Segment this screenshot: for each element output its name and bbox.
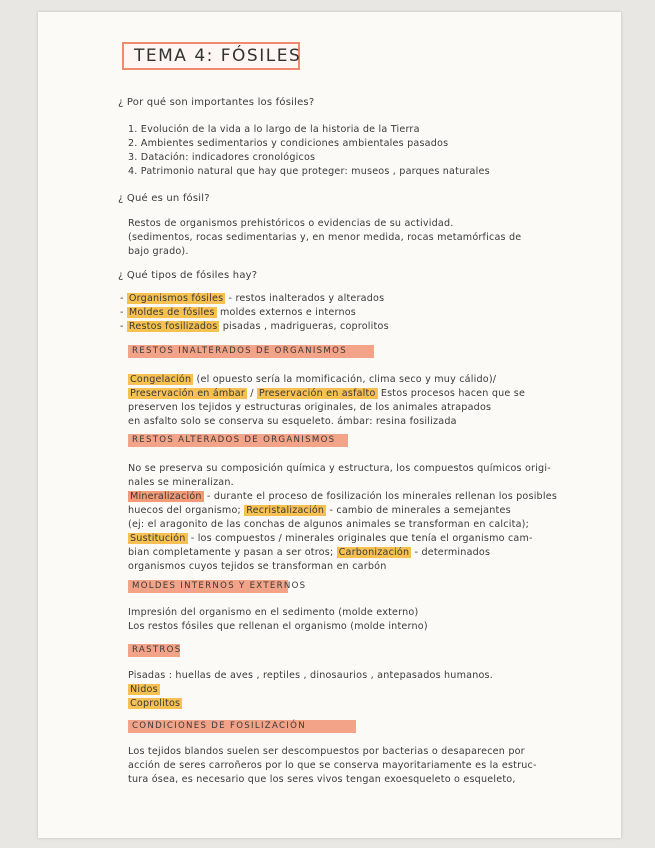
text: - cambio de minerales a semejantes bbox=[326, 505, 511, 516]
text: - durante el proceso de fosilización los minerales rellenan los posibles bbox=[203, 491, 558, 502]
text-line: Los restos fósiles que rellenan el organismo (molde interno) bbox=[128, 621, 428, 632]
text-line bbox=[128, 505, 511, 516]
text-line bbox=[128, 684, 160, 695]
text-line: Los tejidos blandos suelen ser descompuestos por bacterias o desaparecen por bbox=[128, 746, 525, 757]
text: pisadas , madrigueras, coprolitos bbox=[219, 321, 389, 332]
text-line: No se preserva su composición química y estructura, los compuestos químicos origi- bbox=[128, 463, 551, 474]
text-line: organismos cuyos tejidos se transforman en carbón bbox=[128, 561, 387, 572]
text-line: Restos de organismos prehistóricos o evidencias de su actividad. bbox=[128, 218, 454, 229]
text-line: Pisadas : huellas de aves , reptiles , dinosaurios , antepasados humanos. bbox=[128, 670, 494, 681]
highlight: Restos fosilizados bbox=[128, 321, 218, 332]
section-heading: RESTOS INALTERADOS DE ORGANISMOS bbox=[132, 346, 347, 356]
text: - los compuestos / minerales originales que tenía el organismo cam- bbox=[187, 533, 533, 544]
text-line: tura ósea, es necesario que los seres vivos tengan exoesqueleto o esqueleto, bbox=[128, 774, 516, 785]
question-fossil-types: ¿ Qué tipos de fósiles hay? bbox=[118, 270, 258, 281]
highlight: Coprolitos bbox=[130, 698, 181, 709]
text: moldes externos e internos bbox=[216, 307, 357, 318]
text-line: (ej: el aragonito de las conchas de algunos animales se transforman en calcita); bbox=[128, 519, 530, 530]
text: / bbox=[246, 388, 257, 399]
highlight: Preservación en ámbar bbox=[130, 388, 245, 399]
text: - restos inalterados y alterados bbox=[225, 293, 385, 304]
text: bian completamente y pasan a ser otros; bbox=[128, 547, 337, 558]
highlight: Nidos bbox=[130, 684, 158, 695]
list-item: - Organismos fósiles - restos inalterados y alterados bbox=[120, 293, 385, 304]
question-what-is-fossil: ¿ Qué es un fósil? bbox=[118, 193, 210, 204]
section-heading: CONDICIONES DE FOSILIZACIÓN bbox=[132, 721, 306, 731]
list-item: 1. Evolución de la vida a lo largo de la historia de la Tierra bbox=[128, 124, 420, 135]
list-item: - Moldes de fósiles moldes externos e internos bbox=[120, 307, 357, 318]
section-heading: RASTROS bbox=[132, 645, 182, 655]
highlight: Organismos fósiles bbox=[128, 293, 224, 304]
list-item: 3. Datación: indicadores cronológicos bbox=[128, 152, 316, 163]
list-item: - Restos fosilizados pisadas , madrigueras, coprolitos bbox=[120, 321, 389, 332]
highlight: Congelación bbox=[130, 374, 192, 385]
page-title: TEMA 4: FÓSILES bbox=[134, 46, 302, 66]
highlight: Mineralización bbox=[130, 491, 202, 502]
text-line: (sedimentos, rocas sedimentarias y, en menor medida, rocas metamórficas de bbox=[128, 232, 522, 243]
text-line bbox=[128, 388, 525, 399]
highlight: Preservación en asfalto bbox=[258, 388, 376, 399]
highlight: Sustitución bbox=[130, 533, 186, 544]
text: (el opuesto sería la momificación, clima seco y muy cálido)/ bbox=[193, 374, 497, 385]
highlight: Carbonización bbox=[338, 547, 410, 558]
section-heading: RESTOS ALTERADOS DE ORGANISMOS bbox=[132, 435, 336, 445]
text-line bbox=[128, 698, 182, 709]
text-line: preserven los tejidos y estructuras originales, de los animales atrapados bbox=[128, 402, 492, 413]
list-item: 4. Patrimonio natural que hay que proteger: museos , parques naturales bbox=[128, 166, 490, 177]
question-importance: ¿ Por qué son importantes los fósiles? bbox=[118, 97, 315, 108]
section-heading: MOLDES INTERNOS Y EXTERNOS bbox=[132, 581, 307, 591]
text-line: nales se mineralizan. bbox=[128, 477, 234, 488]
text-line bbox=[128, 547, 490, 558]
text-line: acción de seres carroñeros por lo que se conserva mayoritariamente es la estruc- bbox=[128, 760, 537, 771]
text: Estos procesos hacen que se bbox=[377, 388, 526, 399]
text-line: bajo grado). bbox=[128, 246, 189, 257]
text-line: en asfalto solo se conserva su esqueleto. ámbar: resina fosilizada bbox=[128, 416, 457, 427]
text: - determinados bbox=[411, 547, 491, 558]
list-item: 2. Ambientes sedimentarios y condiciones ambientales pasados bbox=[128, 138, 449, 149]
text-line bbox=[128, 491, 557, 502]
text-line: Impresión del organismo en el sedimento (molde externo) bbox=[128, 607, 419, 618]
text-line bbox=[128, 533, 533, 544]
text-line bbox=[128, 374, 496, 385]
text: huecos del organismo; bbox=[128, 505, 245, 516]
highlight: Recristalización bbox=[246, 505, 325, 516]
highlight: Moldes de fósiles bbox=[128, 307, 215, 318]
